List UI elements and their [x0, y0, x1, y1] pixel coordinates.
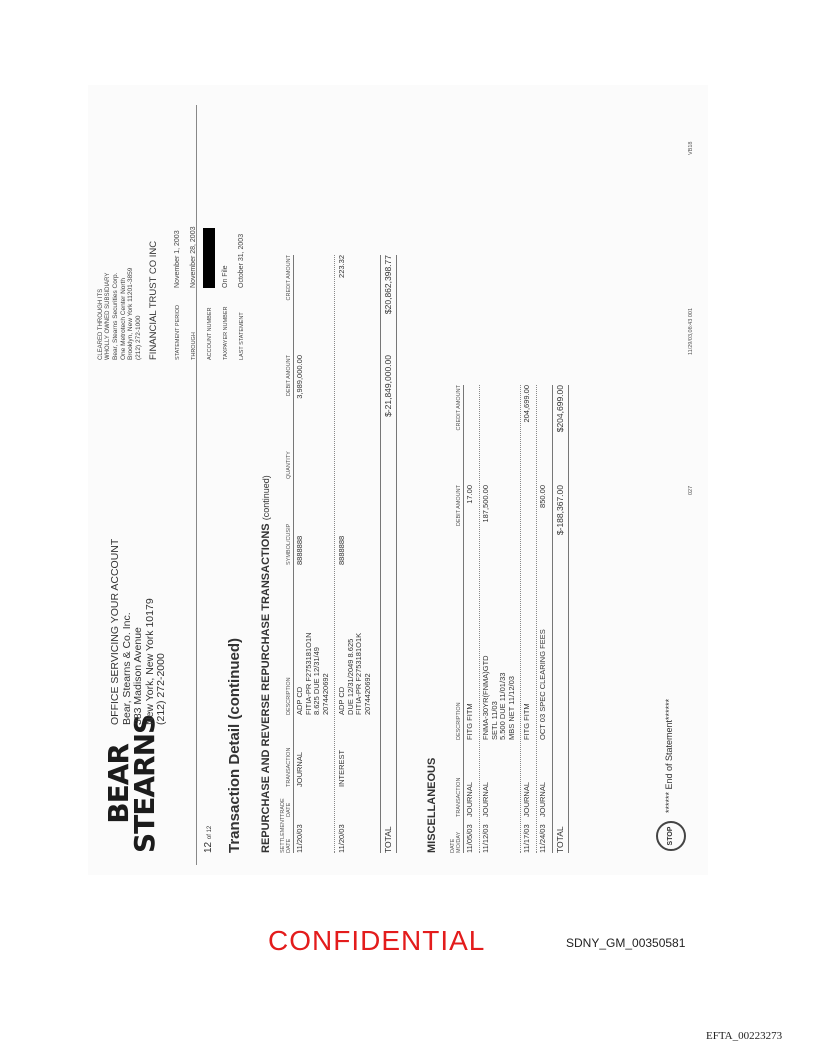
repo-row-2-settle: 11/20/03 — [337, 824, 346, 853]
misc-header-credit: CREDIT AMOUNT — [456, 385, 462, 431]
clearing-address — [112, 268, 142, 360]
repo-row-2-credit: 223.32 — [337, 255, 346, 278]
taxpayer-value: On File — [222, 265, 229, 288]
last-statement-row — [234, 227, 250, 360]
clearing-line-5: Brooklyn, New York 11201-3859 — [127, 267, 134, 360]
misc-row-4-debit: 850.00 — [538, 485, 547, 508]
page-number — [203, 826, 214, 853]
office-line-2: 383 Madison Avenue — [132, 627, 144, 725]
rotated-statement-page — [88, 85, 708, 875]
bear-stearns-logo — [102, 714, 161, 853]
servicing-office-block — [110, 539, 168, 725]
misc-total-rule-top — [552, 385, 553, 853]
misc-row-2-date: 11/12/03 — [481, 824, 490, 853]
end-of-statement: ****** End of Statement****** — [664, 698, 674, 813]
header-credit: CREDIT AMOUNT — [286, 255, 292, 301]
misc-row-3-desc: FITG FITM — [522, 703, 531, 740]
repo-row-2-desc-1: ADP CD — [337, 686, 346, 715]
misc-row-1-debit: 17.00 — [465, 485, 474, 504]
misc-row-4-trans: JOURNAL — [538, 781, 547, 817]
misc-header-date: DATE MO/DAY — [450, 831, 462, 853]
footer-code-3: VB18 — [688, 141, 694, 155]
through-label: THROUGH — [191, 332, 197, 360]
clearing-line-4: One Metrotech Center North — [119, 277, 127, 360]
footer-code-2: 11/29/03,08:43 001 — [688, 308, 694, 355]
repo-header-rule — [293, 255, 294, 853]
header-settlement-date: SETTLEMENT DATE — [280, 816, 292, 853]
repo-row-2-trans: INTEREST — [337, 749, 346, 787]
misc-row-1-desc: FITG FITM — [465, 703, 474, 740]
bates-number: SDNY_GM_00350581 — [566, 936, 686, 950]
repo-row-1-debit: 3,989,000.00 — [295, 355, 304, 399]
logo-line-2: STEARNS — [128, 714, 161, 853]
statement-period-row — [170, 227, 186, 360]
account-holder-name: FINANCIAL TRUST CO INC — [148, 240, 159, 360]
stop-sign-icon: STOP — [656, 821, 686, 851]
misc-row-3-date: 11/17/03 — [522, 824, 531, 853]
header-debit: DEBIT AMOUNT — [286, 355, 292, 397]
misc-header-rule — [463, 385, 464, 853]
confidential-stamp: CONFIDENTIAL — [268, 925, 486, 956]
page-title-continued: (continued) — [226, 637, 243, 720]
through-row — [186, 227, 202, 360]
repo-row-2-symbol: 8888888 — [337, 535, 346, 565]
misc-row-2-desc-3: 5.500 DUE 11/01/33 — [498, 672, 507, 740]
misc-row-2-desc — [482, 655, 516, 740]
misc-row-2-desc-4: MBS NET 11/12/03 — [506, 676, 516, 740]
misc-row-1-trans: JOURNAL — [465, 781, 474, 817]
logo-line-1: BEAR — [102, 744, 135, 824]
misc-total-debit: $-188,367.00 — [555, 485, 565, 536]
repo-row-1-desc — [296, 632, 330, 715]
taxpayer-row — [218, 227, 234, 360]
office-line-3: New York, New York 10179 — [143, 598, 156, 725]
clearing-line-1: CLEARED THROUGH ITS — [98, 288, 104, 360]
repo-section-heading — [260, 475, 272, 853]
footer-code-1: 027 — [688, 485, 694, 495]
misc-row-3-trans: JOURNAL — [522, 781, 531, 817]
header-trade-date: TRADE DATE — [280, 798, 292, 817]
repo-row-1-symbol: 8888888 — [295, 535, 304, 565]
last-statement-label: LAST STATEMENT — [239, 312, 245, 360]
clearing-line-3: Bear, Stearns Securities Corp. — [112, 272, 119, 360]
repo-row-separator — [334, 255, 335, 853]
taxpayer-label: TAXPAYER NUMBER — [223, 306, 229, 360]
through-value: November 28, 2003 — [190, 226, 197, 288]
clearing-line-6: (212) 272-1000 — [134, 315, 142, 360]
page-title — [226, 638, 243, 853]
repo-row-1-desc-2: FITIA-PR F2753181O1N — [303, 632, 313, 715]
statement-period-label: STATEMENT PERIOD — [175, 304, 181, 360]
misc-row-1-date: 11/05/03 — [465, 824, 474, 853]
last-statement-value: October 31, 2003 — [238, 233, 245, 288]
misc-header-transaction: TRANSACTION — [456, 777, 462, 817]
repo-row-1-desc-4: 2074420692 — [320, 673, 330, 715]
misc-row-separator — [536, 385, 537, 853]
misc-total-credit: $204,699.00 — [555, 385, 565, 433]
repo-heading-continued: (continued) — [261, 475, 271, 521]
misc-total-label: TOTAL — [555, 826, 565, 853]
statement-meta — [170, 227, 250, 360]
account-number-row — [202, 227, 218, 360]
repo-row-2-desc-3: FITIA-PR F2753181O1K — [354, 632, 363, 715]
account-number-label: ACCOUNT NUMBER — [207, 307, 213, 360]
misc-header-description: DESCRIPTION — [456, 702, 462, 740]
misc-header-debit: DEBIT AMOUNT — [456, 485, 462, 527]
misc-row-2-desc-2: SETL 11/03 — [489, 701, 499, 740]
misc-row-separator — [479, 385, 480, 853]
redaction-box — [203, 228, 215, 288]
repo-heading-text: REPURCHASE AND REVERSE REPURCHASE TRANSACTIONS — [260, 523, 272, 853]
misc-row-4-date: 11/24/03 — [538, 824, 547, 853]
misc-row-3-credit: 204,699.00 — [522, 385, 531, 423]
repo-total-rule-top — [380, 255, 381, 853]
repo-total-label: TOTAL — [383, 826, 393, 853]
clearing-block — [98, 273, 112, 360]
repo-total-rule-bottom — [396, 255, 397, 853]
misc-total-rule-bottom — [568, 385, 569, 853]
repo-row-1-desc-3: 8.625 DUE 12/31/49 — [312, 647, 321, 715]
misc-row-2-trans: JOURNAL — [481, 781, 490, 817]
header-rule — [196, 105, 197, 865]
repo-total-debit: $-21,849,000.00 — [383, 355, 393, 417]
repo-total-credit: $20,862,398.77 — [383, 255, 393, 315]
misc-section-heading: MISCELLANEOUS — [426, 757, 438, 853]
repo-row-2-desc — [338, 633, 372, 715]
efta-number: EFTA_00223273 — [706, 1030, 783, 1042]
header-quantity: QUANTITY — [286, 451, 292, 479]
office-heading: OFFICE SERVICING YOUR ACCOUNT — [109, 538, 121, 725]
page-title-main: Transaction Detail — [226, 723, 243, 853]
misc-row-2-debit: 187,500.00 — [481, 485, 490, 523]
repo-row-2-desc-4: 2074420692 — [362, 673, 372, 715]
office-line-4: (212) 272-2000 — [155, 653, 167, 725]
page-number-current: 12 — [203, 841, 214, 853]
statement-period-value: November 1, 2003 — [174, 230, 181, 288]
repo-row-1-settle: 11/20/03 — [295, 824, 304, 853]
clearing-line-2: WHOLLY OWNED SUBSIDIARY — [105, 272, 111, 360]
page-number-total: of 12 — [207, 825, 213, 840]
header-symbol: SYMBOL/CUSIP — [286, 523, 292, 565]
repo-row-1-desc-1: ADP CD — [295, 686, 304, 715]
header-description: DESCRIPTION — [286, 677, 292, 715]
office-line-1: Bear, Stearns & Co. Inc. — [120, 612, 133, 725]
repo-row-1-trans: JOURNAL — [295, 751, 304, 787]
misc-row-2-desc-1: FNMA-30YR(FNMA)GTD — [481, 655, 490, 740]
misc-row-4-desc: OCT 03 SPEC CLEARING FEES — [538, 629, 547, 740]
repo-row-2-desc-2: DUE 12/31/2049 8.625 — [345, 638, 355, 715]
misc-row-separator — [520, 385, 521, 853]
header-transaction: TRANSACTION — [286, 747, 292, 787]
